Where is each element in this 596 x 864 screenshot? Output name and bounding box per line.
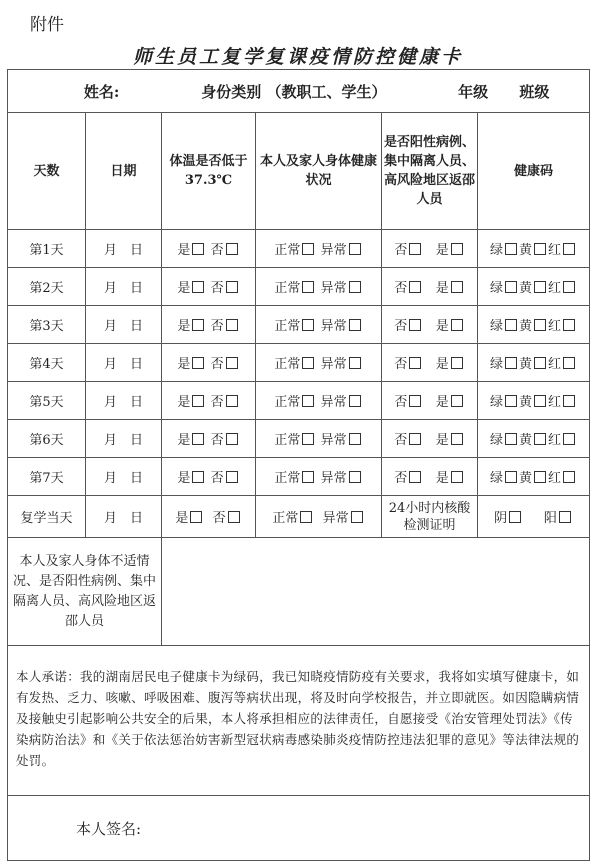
temp-cell: 是 否 [162, 344, 256, 382]
checkbox-temp-yes[interactable] [192, 243, 204, 255]
checkbox-red[interactable] [563, 395, 575, 407]
header-code: 健康码 [478, 113, 590, 230]
checkbox-green[interactable] [505, 281, 517, 293]
temp-cell: 是 否 [162, 420, 256, 458]
health-card-table [7, 69, 590, 861]
checkbox-temp-yes[interactable] [192, 281, 204, 293]
return-test-label: 24小时内核酸检测证明 [382, 496, 478, 538]
day-row [8, 268, 590, 306]
code-cell: 绿 黄 红 [478, 344, 590, 382]
code-cell: 绿 黄 红 [478, 230, 590, 268]
checkbox-risk-no[interactable] [409, 243, 421, 255]
checkbox-risk-no[interactable] [409, 281, 421, 293]
checkbox-yellow[interactable] [534, 471, 546, 483]
checkbox-temp-no[interactable] [226, 281, 238, 293]
health-cell: 正常 异常 [256, 268, 382, 306]
checkbox-red[interactable] [563, 433, 575, 445]
checkbox-temp-no[interactable] [226, 319, 238, 331]
checkbox-risk-yes[interactable] [451, 357, 463, 369]
checkbox-red[interactable] [563, 319, 575, 331]
day-row [8, 230, 590, 268]
checkbox-abnormal[interactable] [349, 471, 361, 483]
header-row [8, 113, 590, 230]
checkbox-positive[interactable] [559, 511, 571, 523]
checkbox-abnormal[interactable] [349, 357, 361, 369]
checkbox-temp-no[interactable] [226, 433, 238, 445]
return-test-cell: 阴 阳 [478, 496, 590, 538]
pledge-text: 本人承诺：我的湖南居民电子健康卡为绿码，我已知晓疫情防疫有关要求，我将如实填写健康卡，如有发热、乏力、咳嗽、呼吸困难、腹泻等病状出现，将及时向学校报告，并立即就医。如因隐瞒病情及接触史引起影响公共安全的后果，本人将承担相应的法律责任，自愿接受《治安管理处罚法》《传染病防治法》和《关于依法惩治妨害新型冠状病毒感染肺炎疫情防控违法犯罪的意见》等法律法规的处罚。 [8, 646, 590, 796]
day-label: 第3天 [8, 306, 86, 344]
checkbox-risk-no[interactable] [409, 395, 421, 407]
checkbox-temp-yes[interactable] [192, 357, 204, 369]
checkbox-risk-no[interactable] [409, 319, 421, 331]
checkbox-green[interactable] [505, 395, 517, 407]
checkbox-green[interactable] [505, 357, 517, 369]
checkbox-red[interactable] [563, 281, 575, 293]
temp-cell: 是 否 [162, 230, 256, 268]
checkbox-negative[interactable] [509, 511, 521, 523]
checkbox-green[interactable] [505, 319, 517, 331]
risk-cell: 否 是 [382, 230, 478, 268]
checkbox-normal[interactable] [302, 319, 314, 331]
checkbox-normal[interactable] [300, 511, 312, 523]
info-row [8, 70, 590, 113]
checkbox-yellow[interactable] [534, 395, 546, 407]
health-cell: 正常 异常 [256, 230, 382, 268]
identity-label: 身份类别 （教职工、学生） [201, 82, 387, 101]
checkbox-risk-yes[interactable] [451, 281, 463, 293]
checkbox-normal[interactable] [302, 281, 314, 293]
day-label: 第7天 [8, 458, 86, 496]
checkbox-red[interactable] [563, 243, 575, 255]
checkbox-temp-yes[interactable] [192, 395, 204, 407]
header-day: 天数 [8, 113, 86, 230]
header-risk: 是否阳性病例、集中隔离人员、高风险地区返邵人员 [382, 113, 478, 230]
notes-row [8, 538, 590, 646]
page-title: 师生员工复学复课疫情防控健康卡 [132, 46, 463, 68]
day-date: 月 日 [86, 458, 162, 496]
checkbox-temp-no[interactable] [226, 357, 238, 369]
day-row [8, 420, 590, 458]
health-cell: 正常 异常 [256, 420, 382, 458]
checkbox-normal[interactable] [302, 471, 314, 483]
health-cell: 正常 异常 [256, 382, 382, 420]
risk-cell: 否 是 [382, 306, 478, 344]
checkbox-temp-no[interactable] [226, 471, 238, 483]
temp-cell: 是 否 [162, 382, 256, 420]
notes-label: 本人及家人身体不适情况、是否阳性病例、集中隔离人员、高风险地区返邵人员 [8, 538, 162, 646]
checkbox-temp-yes[interactable] [192, 433, 204, 445]
checkbox-normal[interactable] [302, 357, 314, 369]
checkbox-temp-no[interactable] [228, 511, 240, 523]
checkbox-red[interactable] [563, 471, 575, 483]
checkbox-yellow[interactable] [534, 319, 546, 331]
day-row [8, 382, 590, 420]
risk-cell: 否 是 [382, 344, 478, 382]
header-date: 日期 [86, 113, 162, 230]
class-label: 班级 [519, 82, 550, 101]
day-label: 第2天 [8, 268, 86, 306]
health-cell: 正常 异常 [256, 458, 382, 496]
return-day-label: 复学当天 [8, 496, 86, 538]
health-cell: 正常 异常 [256, 344, 382, 382]
checkbox-risk-yes[interactable] [451, 433, 463, 445]
return-temp-cell: 是 否 [162, 496, 256, 538]
checkbox-red[interactable] [563, 357, 575, 369]
risk-cell: 否 是 [382, 458, 478, 496]
day-rows [8, 230, 590, 496]
checkbox-green[interactable] [505, 433, 517, 445]
day-label: 第1天 [8, 230, 86, 268]
code-cell: 绿 黄 红 [478, 306, 590, 344]
day-row [8, 344, 590, 382]
code-cell: 绿 黄 红 [478, 382, 590, 420]
checkbox-risk-yes[interactable] [451, 395, 463, 407]
day-date: 月 日 [86, 344, 162, 382]
day-date: 月 日 [86, 230, 162, 268]
code-cell: 绿 黄 红 [478, 268, 590, 306]
risk-cell: 否 是 [382, 420, 478, 458]
day-row [8, 306, 590, 344]
checkbox-temp-yes[interactable] [192, 471, 204, 483]
signature-row [8, 796, 590, 861]
checkbox-green[interactable] [505, 243, 517, 255]
header-temp: 体温是否低于37.3℃ [162, 113, 256, 230]
checkbox-risk-no[interactable] [409, 471, 421, 483]
day-date: 月 日 [86, 306, 162, 344]
checkbox-abnormal[interactable] [349, 395, 361, 407]
day-date: 月 日 [86, 268, 162, 306]
checkbox-abnormal[interactable] [349, 433, 361, 445]
code-cell: 绿 黄 红 [478, 420, 590, 458]
checkbox-temp-yes[interactable] [190, 511, 202, 523]
checkbox-normal[interactable] [302, 243, 314, 255]
day-label: 第4天 [8, 344, 86, 382]
day-row [8, 458, 590, 496]
return-day-row [8, 496, 590, 538]
checkbox-temp-no[interactable] [226, 243, 238, 255]
notes-field[interactable] [162, 538, 590, 646]
return-day-date: 月 日 [86, 496, 162, 538]
checkbox-green[interactable] [505, 471, 517, 483]
checkbox-abnormal[interactable] [349, 281, 361, 293]
checkbox-abnormal[interactable] [349, 243, 361, 255]
checkbox-risk-yes[interactable] [451, 471, 463, 483]
signature-label: 本人签名: [8, 796, 590, 861]
pledge-row [8, 646, 590, 796]
checkbox-normal[interactable] [302, 395, 314, 407]
checkbox-temp-yes[interactable] [192, 319, 204, 331]
day-label: 第5天 [8, 382, 86, 420]
temp-cell: 是 否 [162, 306, 256, 344]
return-health-cell: 正常 异常 [256, 496, 382, 538]
temp-cell: 是 否 [162, 458, 256, 496]
day-date: 月 日 [86, 382, 162, 420]
checkbox-yellow[interactable] [534, 243, 546, 255]
checkbox-risk-yes[interactable] [451, 319, 463, 331]
risk-cell: 否 是 [382, 382, 478, 420]
checkbox-abnormal[interactable] [349, 319, 361, 331]
grade-label: 年级 [458, 82, 489, 101]
name-label: 姓名: [83, 82, 120, 101]
checkbox-abnormal[interactable] [351, 511, 363, 523]
checkbox-risk-no[interactable] [409, 357, 421, 369]
annex-label: 附件 [30, 15, 64, 35]
day-date: 月 日 [86, 420, 162, 458]
checkbox-temp-no[interactable] [226, 395, 238, 407]
temp-cell: 是 否 [162, 268, 256, 306]
checkbox-yellow[interactable] [534, 433, 546, 445]
checkbox-yellow[interactable] [534, 281, 546, 293]
day-label: 第6天 [8, 420, 86, 458]
info-cell [8, 70, 590, 113]
checkbox-yellow[interactable] [534, 357, 546, 369]
checkbox-normal[interactable] [302, 433, 314, 445]
risk-cell: 否 是 [382, 268, 478, 306]
health-cell: 正常 异常 [256, 306, 382, 344]
checkbox-risk-no[interactable] [409, 433, 421, 445]
code-cell: 绿 黄 红 [478, 458, 590, 496]
checkbox-risk-yes[interactable] [451, 243, 463, 255]
header-health: 本人及家人身体健康状况 [256, 113, 382, 230]
